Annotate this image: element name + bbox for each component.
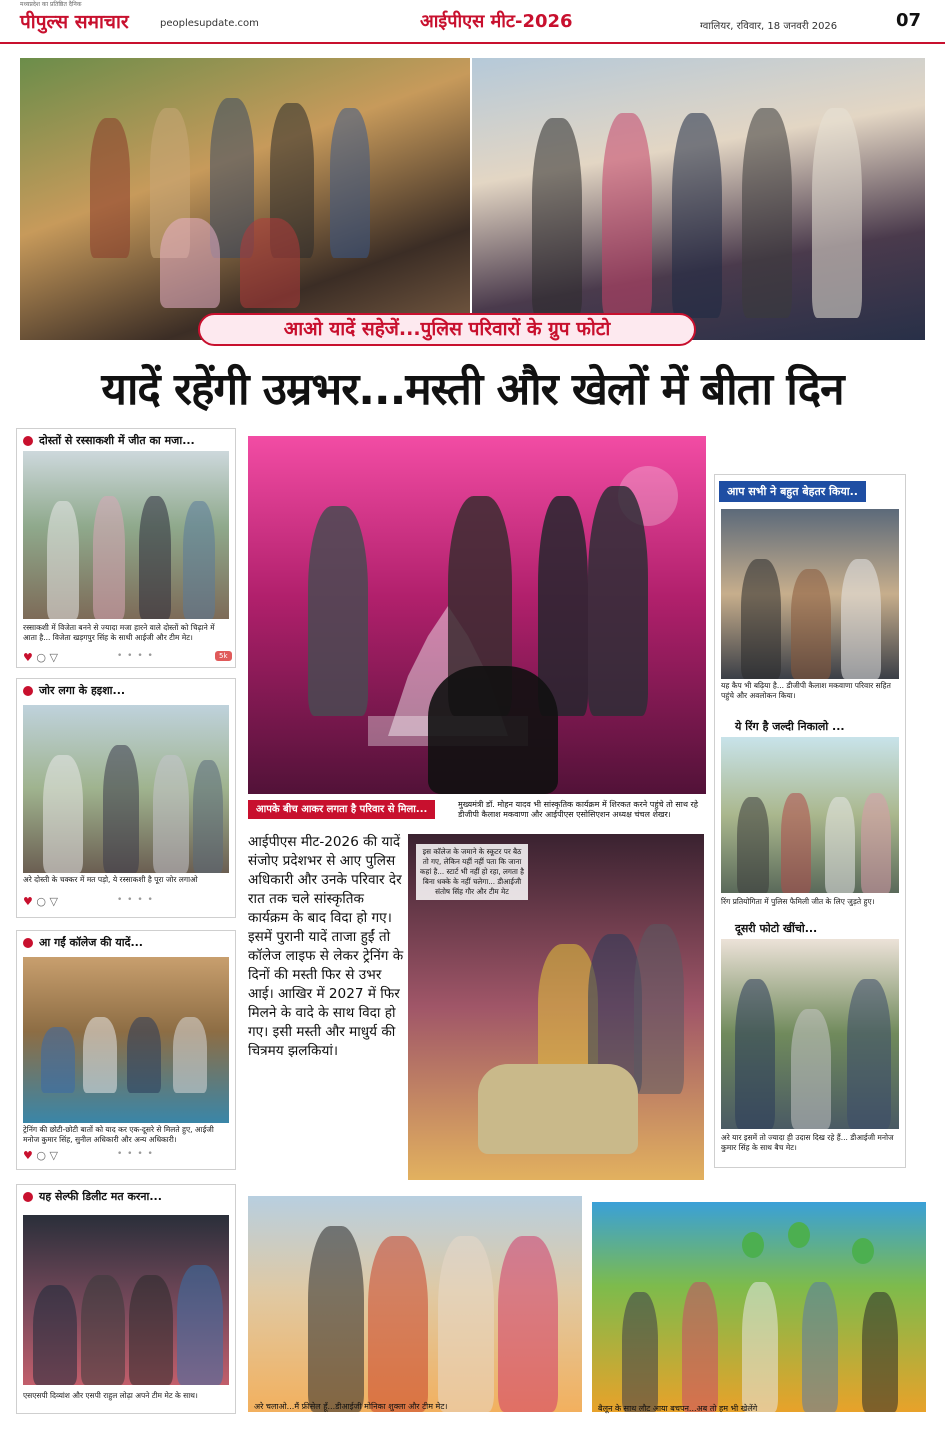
masthead: पीपुल्स समाचार [20,11,129,33]
social-card-tug-pull [16,678,236,918]
scooter-note: इस कॉलेज के जमाने के स्कूटर पर बैठ तो गए, लेकिन यहीं नहीं पता कि जाना कहां है... स्टार्ट भी नहीं हो रहा, लगता है बिना धक्के के नहीं चलेगा... डीआईजी संतोष सिंह गौर और टीम मेट [416,844,528,900]
photo-banner: आओ यादें सहेजें...पुलिस परिवारों के ग्रुप फोटो [198,313,696,346]
group-photo-right [472,58,925,340]
headline: यादें रहेंगी उम्रभर...मस्ती और खेलों में बीता दिन [101,364,844,415]
bottom-caption-mid: अरे चलाओ...मैं फ्रीसेल हूँ...डीआईजी मोनिका शुक्ला और टीम मेट। [254,1402,448,1411]
social-card-tug-win [16,428,236,668]
social-card-college [16,930,236,1170]
masthead-tagline: मध्यप्रदेश का प्रतिष्ठित दैनिक [20,1,82,8]
panel-caption-1: यह कैप भी बढ़िया है... डीजीपी कैलाश मकवाणा परिवार सहित पहुंचे और अवलोकन किया। [721,681,891,700]
share-icon[interactable]: ▽ [49,895,58,908]
stage-photo [248,436,706,794]
panel-photo-1 [721,509,899,679]
card-caption: एसएसपी दिव्यांश और एसपी राहुल लोढ़ा अपने टीम मेट के साथ। [23,1391,198,1400]
share-icon[interactable]: ▽ [49,651,58,664]
card-photo [23,1215,229,1385]
group-photo-left [20,58,470,340]
comment-icon[interactable]: ○ [36,651,46,664]
bottom-photo-mid [248,1196,582,1412]
card-caption: रस्साकशी में विजेता बनने से ज्यादा मजा हारने वाले दोस्तों को चिढ़ाने में आता है... विजेता खड़गपुर सिंह के साथी आईजी और टीम मेट। [23,623,215,642]
avatar [23,436,33,446]
bottom-photo-right [592,1202,926,1412]
stage-tag: आपके बीच आकर लगता है परिवार से मिला... [248,800,435,819]
heart-icon[interactable]: ♥ [23,1149,33,1162]
site-url[interactable]: peoplesupdate.com [160,18,259,29]
stage-caption: मुख्यमंत्री डॉ. मोहन यादव भी सांस्कृतिक कार्यक्रम में शिरकत करने पहुंचे तो साथ रहे डीजीपी कैलाश मकवाणा और आईपीएस एसोसिएशन अध्यक्ष चंचल शेखर। [458,800,699,819]
print-footer [0,1428,945,1445]
card-caption: ट्रेनिंग की छोटी-छोटी बातों को याद कर एक-दूसरे से मिलते हुए, आईजी मनोज कुमार सिंह, सुनील अधिकारी और अन्य अधिकारी। [23,1125,214,1144]
panel-photo-2 [721,737,899,893]
card-actions [23,895,58,908]
panel-tag: आप सभी ने बहुत बेहतर किया.. [719,481,866,502]
card-actions [23,1149,58,1162]
page-number: 07 [896,10,922,31]
page-header [0,0,945,44]
bottom-caption-right: बैलून के साथ लौट आया बचपन...अब तो हम भी खेलेंगे [598,1404,758,1413]
card-title: आ गईं कॉलेज की यादें... [23,935,143,950]
heart-icon[interactable]: ♥ [23,651,33,664]
comment-icon[interactable]: ○ [36,895,46,908]
card-photo [23,957,229,1123]
carousel-dots: • • • • [117,651,154,661]
dateline: ग्वालियर, रविवार, 18 जनवरी 2026 [700,21,838,32]
avatar [23,938,33,948]
likes-badge: 5k [215,651,232,661]
right-panel [714,474,906,1168]
avatar [23,686,33,696]
card-photo [23,451,229,619]
panel-caption-3: अरे यार इसमें तो ज्यादा ही उदास दिख रहे हैं... डीआईजी मनोज कुमार सिंह के साथ बैच मेट। [721,1133,894,1152]
panel-head-2: ये रिंग है जल्दी निकालो ... [735,720,845,733]
panel-caption-2: रिंग प्रतियोगिता में पुलिस फैमिली जीत के लिए जुड़ते हुए। [721,897,875,906]
card-title: जोर लगा के हइशा... [23,683,125,698]
card-title: दोस्तों से रस्साकशी में जीत का मजा... [23,433,195,448]
section-title: आईपीएस मीट-2026 [420,11,573,32]
comment-icon[interactable]: ○ [36,1149,46,1162]
card-title: यह सेल्फी डिलीट मत करना... [23,1189,162,1204]
card-caption: अरे दोस्ती के चक्कर में मत पड़ो, ये रस्साकशी है पूरा जोर लगाओ [23,875,198,884]
article-body: आईपीएस मीट-2026 की यादें संजोए प्रदेशभर से आए पुलिस अधिकारी और उनके परिवार देर रात तक चले सांस्कृतिक कार्यक्रम के बाद विदा हो गए। इसमें पुरानी यादें ताजा हुईं तो कॉलेज लाइफ से लेकर ट्रेनिंग के दिनों की मस्ती फिर से उभर आई। आखिर में 2027 में फिर मिलने के वादे के साथ विदा हो गए। इसी मस्ती और माधुर्य की चित्रमय झलकियां। [248,834,404,1059]
heart-icon[interactable]: ♥ [23,895,33,908]
card-photo [23,705,229,873]
panel-photo-3 [721,939,899,1129]
carousel-dots: • • • • [117,1149,154,1159]
share-icon[interactable]: ▽ [49,1149,58,1162]
panel-head-3: दूसरी फोटो खींचो... [735,922,818,935]
card-actions [23,651,58,664]
social-card-selfie [16,1184,236,1414]
carousel-dots: • • • • [117,895,154,905]
avatar [23,1192,33,1202]
